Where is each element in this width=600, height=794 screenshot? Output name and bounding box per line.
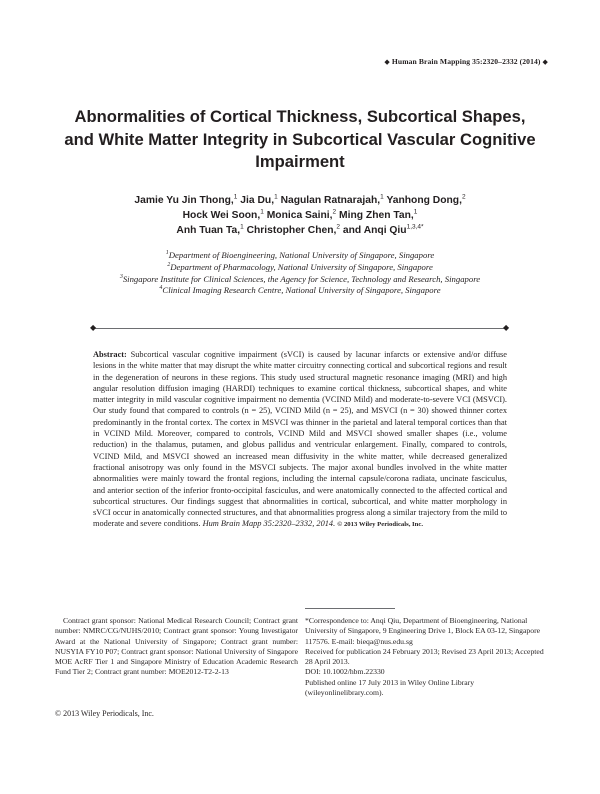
doi: DOI: 10.1002/hbm.22330 xyxy=(305,667,385,677)
affiliation: $^4$Clinical Imaging Research Centre, National University of Singapore, Singapore xyxy=(159,285,441,296)
author-list xyxy=(70,193,530,238)
author: Hock Wei Soon,$^1$ xyxy=(182,208,264,221)
abstract-copyright: © 2013 Wiley Periodicals, Inc. xyxy=(337,521,424,529)
author: Anh Tuan Ta,$^1$ xyxy=(176,223,244,236)
author: Ming Zhen Tan,$^1$ xyxy=(339,208,418,221)
diamond-icon: ◆ xyxy=(384,58,390,66)
abstract-label: Abstract: xyxy=(93,350,127,359)
author: Monica Saini,$^2$ xyxy=(266,208,337,221)
article-title: Abnormalities of Cortical Thickness, Subcortical Shapes, and White Matter Integrity in Subcortical Vascular Cognitive Impairment xyxy=(64,107,536,171)
diamond-icon: ◆ xyxy=(503,323,510,332)
affiliation-list xyxy=(95,250,505,297)
diamond-icon: ◆ xyxy=(90,323,97,332)
journal-citation: Human Brain Mapping 35:2320–2332 (2014) xyxy=(391,57,541,66)
affiliation: $^2$Department of Pharmacology, National University of Singapore, Singapore xyxy=(167,261,433,272)
author: Christopher Chen,$^2$ xyxy=(246,223,341,236)
published-online: Published online 17 July 2013 in Wiley Online Library (wileyonlinelibrary.com). xyxy=(305,677,475,698)
grant-footnote: Contract grant sponsor: National Medical Research Council; Contract grant number: NMRC/CG/NUHS/2010; Contract grant sponsor: Young Investigator Award at the National University of Singapore; Contract grant number: NUSYIA FY10 P07; Contract grant sponsor: National University of Singapore MOE AcRF Tier 1 and Singapore Ministry of Education Academic Research Fund Tier 2; Contract grant number: MOE2012-T2-2-13 xyxy=(55,616,298,677)
author: Jamie Yu Jin Thong,$^1$ xyxy=(134,193,238,206)
affiliation: $^1$Department of Bioengineering, National University of Singapore, Singapore xyxy=(165,250,435,260)
correspondence-footnote xyxy=(305,616,548,698)
abstract-citation: Hum Brain Mapp 35:2320–2332, 2014. xyxy=(202,519,336,529)
abstract-body: Subcortical vascular cognitive impairment (sVCI) is caused by lacunar infarcts or extensive and/or diffuse lesions in the white matter that may disrupt the white matter circuitry connecting cortical and subcortical regions and result in the degeneration of neurons in these regions. This study used structural magnetic resonance imaging (MRI) and high angular resolution diffusion imaging (HARDI) techniques to examine cortical thickness, subcortical shapes, and white matter integrity in mild vascular cognitive impairment no dementia (VCIND Mild) and moderate-to-severe VCI (MSVCI). Our study found that compared to controls (n = 25), VCIND Mild (n = 25), and MSVCI (n = 30) showed thinner cortex predominantly in the frontal cortex. The cortex in MSVCI was thinner in the parietal and lateral temporal cortices than that in VCIND Mild. Moreover, compared to controls, VCIND Mild and MSVCI showed smaller shapes (i.e., volume reduction) in the thalamus, putamen, and globus pallidus and ventricular enlargement. Finally, compared to controls, VCIND Mild, and MSVCI showed an increased mean diffusivity in the white matter, while decreased generalized fractional anisotropy was only found in the MSVCI subjects. The major axonal bundles involved in the white matter abnormalities were mainly toward the frontal regions, including the internal capsule/corona radiata, uncinate fasciculus, and anterior section of the inferior fronto-occipital fasciculus, and were anatomically connected to the affected cortical and subcortical structures. Our findings suggest that abnormalities in cortical, subcortical, and white matter morphology in sVCI occur in anatomically connected structures, and that abnormalities progress along a similar trajectory from the mild to moderate and severe conditions. xyxy=(93,350,507,529)
author: Yanhong Dong,$^2$ xyxy=(386,193,466,206)
running-head xyxy=(384,57,548,66)
footnote-rule xyxy=(305,608,395,609)
author: and Anqi Qiu$^{1,3,4*}$ xyxy=(342,223,424,236)
section-divider xyxy=(93,328,507,329)
received-dates: Received for publication 24 February 2013; Revised 23 April 2013; Accepted 28 April 2013. xyxy=(305,646,544,667)
correspondence: *Correspondence to: Anqi Qiu, Department of Bioengineering, National University of Singapore, 9 Engineering Drive 1, Block EA 03-12, Singapore 117576. E-mail: bieqa@nus.edu.sg xyxy=(305,616,541,646)
diamond-icon: ◆ xyxy=(542,58,548,66)
copyright-footer: © 2013 Wiley Periodicals, Inc. xyxy=(55,709,154,718)
author: Jia Du,$^1$ xyxy=(240,193,278,206)
affiliation: $^3$Singapore Institute for Clinical Sciences, the Agency for Science, Technology and Research, Singapore xyxy=(119,273,481,284)
author: Nagulan Ratnarajah,$^1$ xyxy=(280,193,384,206)
abstract xyxy=(93,349,507,531)
